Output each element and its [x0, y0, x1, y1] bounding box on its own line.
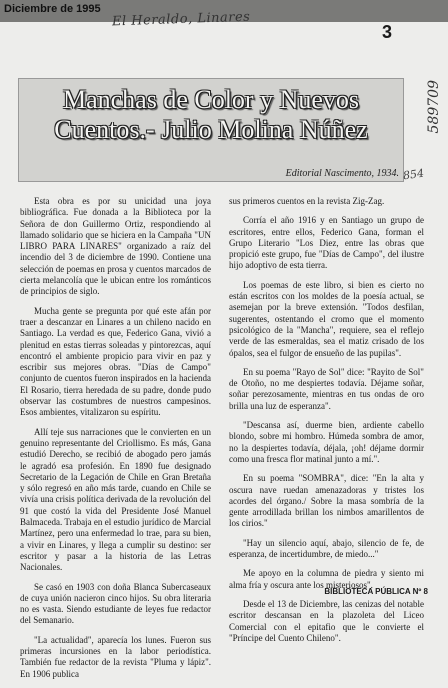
handwritten-side-number: 589709 — [426, 80, 442, 134]
publisher-credit: Editorial Nascimento, 1934. — [285, 168, 399, 179]
paragraph: Se casó en 1903 con doña Blanca Subercaseaux de cuya unión nacieron cinco hijos. Su obra literaria no es vasta. Siendo estudiante de leyes fue redactor del Semanario. — [20, 581, 211, 626]
footer-library-name: BIBLIOTECA PÚBLICA Nº 8 — [324, 587, 428, 596]
paragraph: Allí teje sus narraciones que le convierten en un genuino representante del Criollismo. Es más, Gana estudió Derecho, se recibió de abogado pero jamás le agradó esa profesión. En 1890 fue designado Secretario de la Legación de Chile en Gran Bretaña y sólo regresó en año más tarde, cuando en Chile se vivía una crisis política derivada de la revolución del 91 que costó la vida del Presidente José Manuel Balmaceda. Trabaja en el estudio jurídico de Marcial Martínez, pero una enfermedad lo trae, para su bien, a vivir en Linares, y llega a cumplir su destino: ser escritor y pasar a la historia de las Letras Nacionales. — [20, 426, 211, 573]
paragraph: "La actualidad", aparecía los lunes. Fueron sus primeras incursiones en la labor periodística. También fue redactor de la revista "Pluma y lápiz". En 1906 publica — [20, 634, 211, 679]
paragraph: Me apoyo en la columna de piedra y siento mi alma fría y oscura ante los misteriosos". — [229, 568, 424, 590]
paragraph: "Descansa así, duerme bien, ardiente cabello blondo, sobre mi hombro. Húmeda sombra de amor, no la despiertes todavía, déjala, ¡oh! déjame dormir como una fresca flor matinal junto a mí.". — [229, 420, 424, 464]
paragraph: Los poemas de este libro, si bien es cierto no están escritos con los moldes de la poesía actual, se asemejan por la breve extensión. "Todos desfilan, sugerentes, ostentando el cromo que el momento psicológico de la "Mancha", requiere, sea el reflejo verde de las esmeraldas, sea el matiz crisado de los ópalos, sea el fulgor de ensueño de las pupilas". — [229, 279, 424, 358]
paragraph: Desde el 13 de Diciembre, las cenizas del notable escritor descansan en la plazoleta del Liceo Comercial con el epitafio que le convierte el "Príncipe del Cuento Chileno". — [229, 598, 424, 643]
article-title: Manchas de Color y Nuevos Cuentos.- Julio Molina Núñez — [54, 85, 368, 144]
paragraph: "Hay un silencio aquí, abajo, silencio de fe, de esperanza, de incertidumbre, de miedo..." — [229, 537, 424, 560]
paragraph: En su poema "SOMBRA", dice: "En la alta y oscura nave ruedan amenazadoras y tristes los acordes del órgano./ Sobre la masa sombría de la gente arrodillada brillan los nimbos amarillentos de los cirios." — [229, 473, 424, 529]
left-column — [20, 196, 211, 688]
issue-date: Diciembre de 1995 — [4, 3, 101, 15]
paragraph: Mucha gente se pregunta por qué este afán por traer a descanzar en Linares a un chileno nacido en Santiago. La verdad es que, Federico Gana, vivió a plenitud en estas tierras soleadas y pintorezcas, aquí encontró el ambiente propicio para vivir en paz y escribir sus mejores obras. "Días de Campo" conjunto de cuentos fueron inspirados en la hacienda El Rosario, tierra heredada de su padre, donde pudo observar las costumbres de nuestros campesinos. Esos ambientes, vitalizaron su espíritu. — [20, 305, 211, 418]
right-column — [229, 196, 424, 652]
handwritten-source-note: El Heraldo, Linares — [111, 9, 251, 30]
title-banner — [18, 78, 404, 182]
page-number: 3 — [381, 22, 392, 42]
paragraph: Esta obra es por su unicidad una joya bibliográfica. Fue donada a la Biblioteca por la Señora de don Guillermo Ortiz, respondiendo al llamado solidario que se hiciera en la Campaña "UN LIBRO PARA LINARES" organizado a raíz del incendio del 3 de diciembre de 1990. Contiene una selección de poemas en prosa y cuentos marcados de cierta melancolía que le ubican entre los románticos de principios de siglo. — [20, 196, 211, 297]
handwritten-stamp: 854 — [402, 166, 425, 183]
paragraph: Corría el año 1916 y en Santiago un grupo de escritores, entre ellos, Federico Gana, forman el Grupo Literario "Los Diez, entre las obras que propició este grupo, fue "Días de Campo", del ilustre hijo adoptivo de esta tierra. — [229, 215, 424, 271]
paragraph: En su poema "Rayo de Sol" dice: "Rayito de Sol" de Otoño, no me despiertes todavía. Déjame soñar, soñar perezosamente, mientras en tus ondas de oro brilla una luz de esperanza". — [229, 366, 424, 411]
paragraph: sus primeros cuentos en la revista Zig-Zag. — [229, 196, 385, 206]
